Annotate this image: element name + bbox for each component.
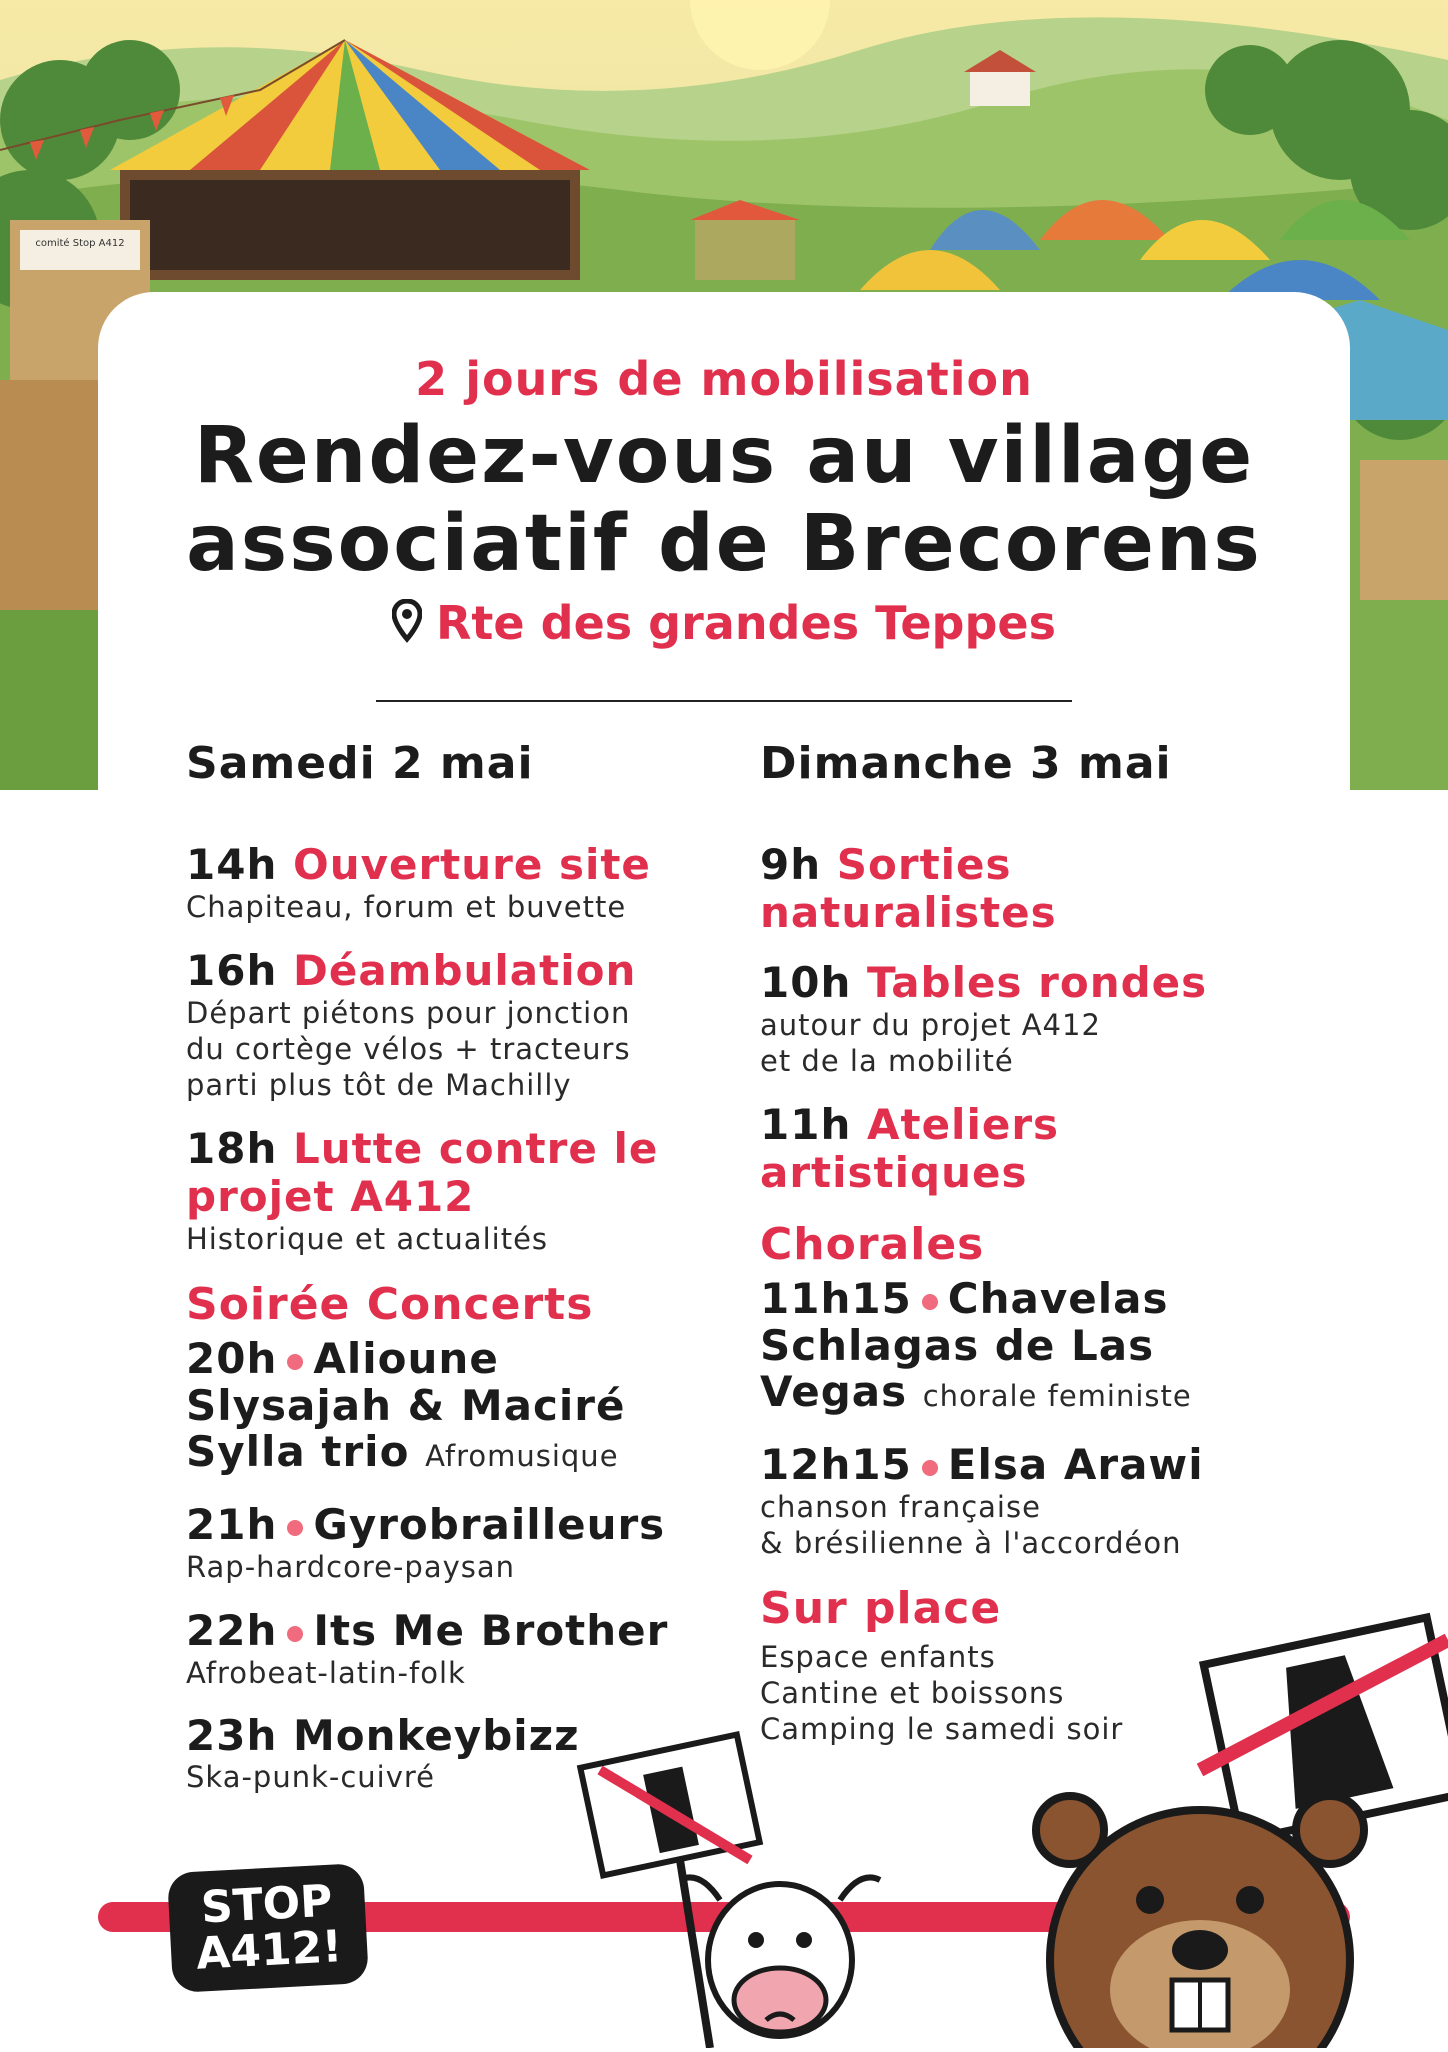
bullet-dot-icon — [287, 1354, 303, 1370]
day-heading-saturday: Samedi 2 mai — [186, 738, 534, 789]
event-item — [186, 841, 706, 925]
concert-genre: Ska-punk-cuivré — [186, 1760, 436, 1794]
bullet-dot-icon — [287, 1626, 303, 1642]
event-time: 16h — [186, 946, 278, 995]
booth-sign-text: comité Stop A412 — [35, 238, 125, 249]
event-name-cont: projet A412 — [186, 1172, 475, 1221]
cow-mascot — [680, 1878, 880, 2037]
day-heading-sunday: Dimanche 3 mai — [760, 738, 1172, 789]
event-item — [186, 1125, 706, 1257]
beaver-mascot — [1036, 1796, 1364, 2048]
bullet-dot-icon — [922, 1294, 938, 1310]
mascots-illustration — [560, 1600, 1448, 2048]
chorale-artist: Elsa Arawi — [947, 1440, 1204, 1489]
event-item — [760, 841, 1320, 937]
chorales-title: Chorales — [760, 1219, 985, 1270]
chorale-item — [760, 1275, 1320, 1419]
event-name: Lutte contre le — [292, 1124, 659, 1173]
chorale-artist-cont: Schlagas de Las — [760, 1321, 1155, 1370]
page-title — [98, 412, 1350, 588]
event-time: 10h — [760, 958, 852, 1007]
bullet-dot-icon — [287, 1520, 303, 1536]
badge-line-1: STOP — [199, 1875, 334, 1934]
concert-genre: Afromusique — [425, 1439, 619, 1473]
sur-place-title: Sur place — [760, 1583, 1002, 1634]
chorale-artist-cont: Vegas — [760, 1367, 908, 1416]
event-desc: Historique et actualités — [186, 1222, 549, 1256]
chorale-genre: & brésilienne à l'accordéon — [760, 1526, 1182, 1560]
event-desc: parti plus tôt de Machilly — [186, 1068, 572, 1102]
event-name: Ouverture site — [292, 840, 651, 889]
concert-artist: Its Me Brother — [313, 1606, 669, 1655]
title-line-2: associatif de Brecorens — [186, 499, 1262, 589]
chorale-genre: chorale feministe — [922, 1379, 1192, 1413]
concert-artist-cont: Slysajah & Maciré — [186, 1381, 626, 1430]
map-pin-icon — [392, 599, 422, 654]
sur-place-item: Camping le samedi soir — [760, 1712, 1124, 1746]
concert-time: 21h — [186, 1500, 278, 1549]
event-time: 9h — [760, 840, 822, 889]
concert-genre: Afrobeat-latin-folk — [186, 1656, 466, 1690]
event-time: 18h — [186, 1124, 278, 1173]
event-desc: Départ piétons pour jonction — [186, 996, 631, 1030]
sur-place-item: Cantine et boissons — [760, 1676, 1065, 1710]
stop-a412-badge — [167, 1863, 369, 1993]
concert-time: 23h — [186, 1711, 278, 1760]
divider — [376, 700, 1072, 702]
concert-artist-cont: Sylla trio — [186, 1427, 410, 1476]
concert-genre: Rap-hardcore-paysan — [186, 1550, 516, 1584]
bullet-dot-icon — [922, 1460, 938, 1476]
concert-item — [186, 1501, 706, 1585]
event-name-cont: naturalistes — [760, 888, 1057, 937]
concerts-title: Soirée Concerts — [186, 1279, 594, 1330]
sunday-column — [760, 738, 1320, 1747]
event-name: Sorties — [836, 840, 1012, 889]
event-name: Ateliers — [866, 1100, 1060, 1149]
chorale-item — [760, 1441, 1320, 1561]
location-text: Rte des grandes Teppes — [436, 596, 1056, 650]
event-name: Tables rondes — [866, 958, 1208, 1007]
event-desc: autour du projet A412 — [760, 1008, 1101, 1042]
event-desc: Chapiteau, forum et buvette — [186, 890, 627, 924]
concert-artist: Gyrobrailleurs — [313, 1500, 666, 1549]
event-time: 14h — [186, 840, 278, 889]
subtitle: 2 jours de mobilisation — [415, 352, 1033, 406]
chorale-time: 12h15 — [760, 1440, 912, 1489]
event-desc: du cortège vélos + tracteurs — [186, 1032, 631, 1066]
title-line-1: Rendez-vous au village — [193, 411, 1255, 501]
event-item — [760, 959, 1320, 1079]
concert-time: 20h — [186, 1334, 278, 1383]
concert-artist: Monkeybizz — [292, 1711, 580, 1760]
concert-artist: Alioune — [313, 1334, 499, 1383]
badge-line-2: A412! — [194, 1921, 344, 1980]
sur-place-item: Espace enfants — [760, 1640, 996, 1674]
event-name-cont: artistiques — [760, 1148, 1028, 1197]
chorale-time: 11h15 — [760, 1274, 912, 1323]
chorale-genre: chanson française — [760, 1490, 1041, 1524]
event-time: 11h — [760, 1100, 852, 1149]
event-name: Déambulation — [292, 946, 637, 995]
concert-time: 22h — [186, 1606, 278, 1655]
chorale-artist: Chavelas — [947, 1274, 1169, 1323]
concert-item — [186, 1335, 706, 1479]
event-item — [186, 947, 706, 1103]
location — [98, 596, 1350, 654]
event-desc: et de la mobilité — [760, 1044, 1014, 1078]
event-item — [760, 1101, 1320, 1197]
